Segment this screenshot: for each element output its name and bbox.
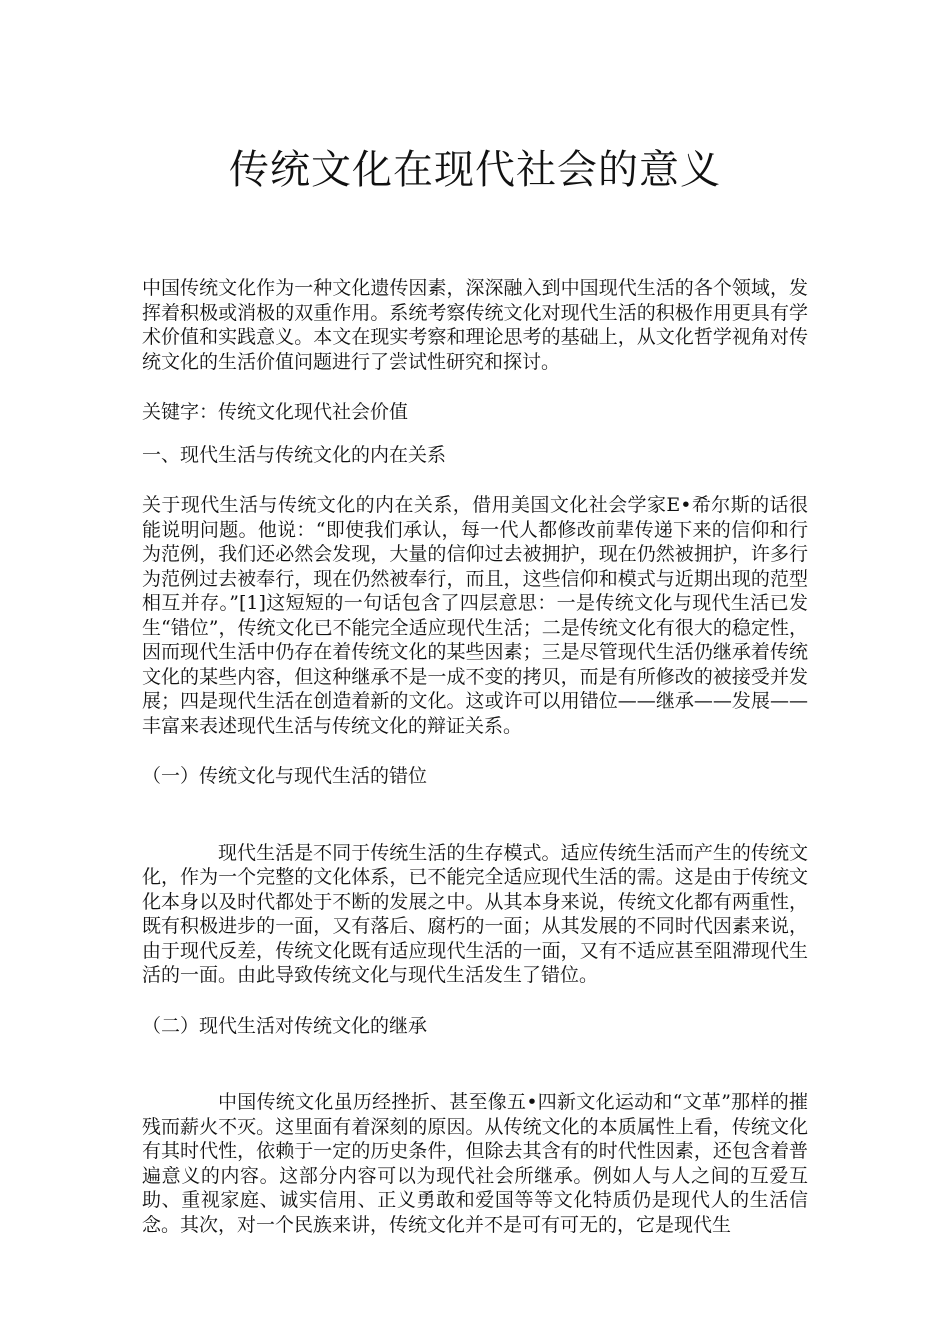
subsection-heading-2: （二）现代生活对传统文化的继承 [142, 1014, 428, 1037]
document-title: 传统文化在现代社会的意义 [229, 147, 721, 193]
abstract-paragraph: 中国传统文化作为一种文化遗传因素，深深融入到中国现代生活的各个领域，发挥着积极或消极的双重作用。系统考察传统文化对现代生活的积极作用更具有学术价值和实践意义。本文在现实考察和理论思考的基础上，从文化哲学视角对传统文化的生活价值问题进行了尝试性研究和探讨。 [142, 277, 808, 373]
keywords-line: 关键字：传统文化现代社会价值 [142, 401, 409, 423]
subsection-2-paragraph: 中国传统文化虽历经挫折、甚至像五•四新文化运动和“文革”那样的摧残而薪火不灭。这里面有着深刻的原因。从传统文化的本质属性上看，传统文化有其时代性，依赖于一定的历史条件，但除去其含有的时代性因素，还包含着普遍意义的内容。这部分内容可以为现代社会所继承。例如人与人之间的互爱互助、重视家庭、诚实信用、正义勇敢和爱国等等文化特质仍是现代人的生活信念。其次，对一个民族来讲，传统文化并不是可有可无的，它是现代生 [142, 1091, 808, 1236]
section-1-paragraph: 关于现代生活与传统文化的内在关系，借用美国文化社会学家E•希尔斯的话很能说明问题。他说：“即使我们承认，每一代人都修改前辈传递下来的信仰和行为范例，我们还必然会发现，大量的信仰过去被拥护，现在仍然被拥护，许多行为范例过去被奉行，现在仍然被奉行，而且，这些信仰和模式与近期出现的范型相互并存。”[1]这短短的一句话包含了四层意思：一是传统文化与现代生活已发生“错位”，传统文化已不能完全适应现代生活；二是传统文化有很大的稳定性，因而现代生活中仍存在着传统文化的某些因素；三是尽管现代生活仍继承着传统文化的某些内容，但这种继承不是一成不变的拷贝，而是有所修改的被接受并发展；四是现代生活在创造着新的文化。这或许可以用错位——继承——发展——丰富来表述现代生活与传统文化的辩证关系。 [142, 494, 808, 737]
subsection-heading-1: （一）传统文化与现代生活的错位 [142, 765, 428, 787]
document-body [142, 276, 808, 1237]
section-heading-1: 一、现代生活与传统文化的内在关系 [142, 443, 447, 466]
subsection-1-paragraph: 现代生活是不同于传统生活的生存模式。适应传统生活而产生的传统文化，作为一个完整的文化体系，已不能完全适应现代生活的需。这是由于传统文化本身以及时代都处于不断的发展之中。从其本身来说，传统文化都有两重性，既有积极进步的一面，又有落后、腐朽的一面；从其发展的不同时代因素来说，由于现代反差，传统文化既有适应现代生活的一面，又有不适应甚至阻滞现代生活的一面。由此导致传统文化与现代生活发生了错位。 [142, 841, 808, 986]
